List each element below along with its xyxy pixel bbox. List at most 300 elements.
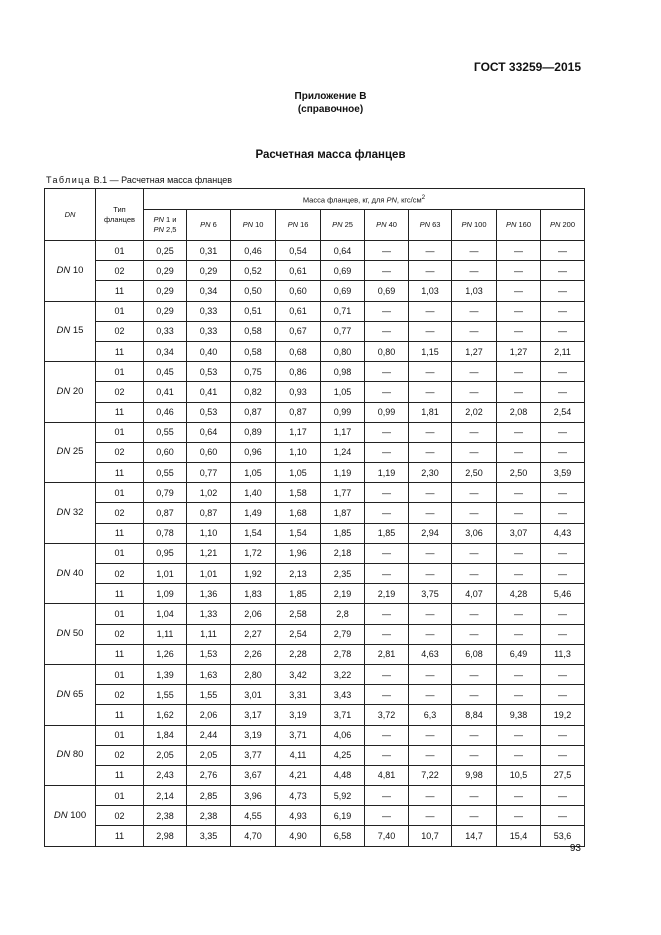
mass-value-cell: 2,19 xyxy=(365,584,409,604)
mass-value-cell: 0,69 xyxy=(321,281,365,301)
mass-value-cell: — xyxy=(365,604,409,624)
mass-value-cell: — xyxy=(541,362,585,382)
annex-heading xyxy=(0,90,661,116)
mass-value-cell: 1,85 xyxy=(276,584,321,604)
mass-value-cell: — xyxy=(365,382,409,402)
mass-value-cell: 3,35 xyxy=(187,826,231,846)
mass-value-cell: — xyxy=(541,745,585,765)
mass-value-cell: 1,72 xyxy=(231,543,276,563)
mass-value-cell: — xyxy=(365,664,409,684)
mass-value-cell: — xyxy=(409,422,452,442)
mass-value-cell: 1,02 xyxy=(187,483,231,503)
mass-value-cell: 2,11 xyxy=(541,341,585,361)
mass-value-cell: — xyxy=(541,786,585,806)
mass-value-cell: 1,03 xyxy=(409,281,452,301)
mass-value-cell: 0,87 xyxy=(231,402,276,422)
mass-value-cell: 0,75 xyxy=(231,362,276,382)
mass-value-cell: — xyxy=(541,422,585,442)
mass-value-cell: 2,8 xyxy=(321,604,365,624)
table-row xyxy=(45,624,585,644)
mass-value-cell: 0,55 xyxy=(144,422,187,442)
mass-value-cell: 4,06 xyxy=(321,725,365,745)
mass-value-cell: 3,19 xyxy=(276,705,321,725)
annex-title: Приложение В xyxy=(294,91,367,102)
mass-value-cell: 1,85 xyxy=(365,523,409,543)
mass-value-cell: 1,87 xyxy=(321,503,365,523)
table-row xyxy=(45,321,585,341)
mass-value-cell: — xyxy=(452,442,497,462)
flange-type-cell: 01 xyxy=(96,301,144,321)
mass-value-cell: — xyxy=(409,241,452,261)
mass-value-cell: 1,19 xyxy=(365,463,409,483)
mass-value-cell: 4,93 xyxy=(276,806,321,826)
flange-type-cell: 11 xyxy=(96,644,144,664)
mass-value-cell: 2,79 xyxy=(321,624,365,644)
mass-value-cell: 3,01 xyxy=(231,685,276,705)
mass-value-cell: 8,84 xyxy=(452,705,497,725)
mass-value-cell: 0,34 xyxy=(187,281,231,301)
mass-value-cell: 0,46 xyxy=(144,402,187,422)
mass-value-cell: 0,77 xyxy=(321,321,365,341)
dn-cell: DN 100 xyxy=(45,786,96,847)
mass-value-cell: 1,33 xyxy=(187,604,231,624)
mass-value-cell: — xyxy=(409,442,452,462)
mass-value-cell: 1,27 xyxy=(452,341,497,361)
mass-value-cell: 1,53 xyxy=(187,644,231,664)
flange-type-cell: 01 xyxy=(96,483,144,503)
mass-value-cell: 3,59 xyxy=(541,463,585,483)
flange-type-cell: 11 xyxy=(96,523,144,543)
mass-value-cell: — xyxy=(365,261,409,281)
table-row xyxy=(45,564,585,584)
mass-value-cell: 1,15 xyxy=(409,341,452,361)
mass-value-cell: 1,01 xyxy=(187,564,231,584)
mass-value-cell: — xyxy=(541,301,585,321)
mass-value-cell: 0,93 xyxy=(276,382,321,402)
mass-value-cell: — xyxy=(365,685,409,705)
mass-value-cell: — xyxy=(452,664,497,684)
mass-value-cell: — xyxy=(541,564,585,584)
mass-value-cell: 0,31 xyxy=(187,241,231,261)
mass-value-cell: 4,70 xyxy=(231,826,276,846)
flange-type-cell: 11 xyxy=(96,765,144,785)
mass-value-cell: 3,22 xyxy=(321,664,365,684)
table-row xyxy=(45,664,585,684)
mass-value-cell: 1,62 xyxy=(144,705,187,725)
dn-cell: DN 40 xyxy=(45,543,96,604)
mass-value-cell: — xyxy=(365,301,409,321)
mass-value-cell: 4,21 xyxy=(276,765,321,785)
mass-value-cell: 27,5 xyxy=(541,765,585,785)
mass-value-cell: 0,87 xyxy=(276,402,321,422)
mass-value-cell: 2,54 xyxy=(541,402,585,422)
mass-value-cell: 2,27 xyxy=(231,624,276,644)
mass-value-cell: 0,99 xyxy=(365,402,409,422)
mass-value-cell: 2,13 xyxy=(276,564,321,584)
mass-value-cell: 2,50 xyxy=(497,463,541,483)
mass-value-cell: — xyxy=(365,806,409,826)
mass-value-cell: 0,60 xyxy=(144,442,187,462)
mass-value-cell: 1,58 xyxy=(276,483,321,503)
mass-value-cell: 2,18 xyxy=(321,543,365,563)
mass-value-cell: 1,92 xyxy=(231,564,276,584)
mass-value-cell: 1,49 xyxy=(231,503,276,523)
mass-value-cell: 0,29 xyxy=(144,261,187,281)
mass-value-cell: — xyxy=(452,806,497,826)
flange-type-cell: 01 xyxy=(96,664,144,684)
mass-value-cell: 4,73 xyxy=(276,786,321,806)
mass-value-cell: 2,26 xyxy=(231,644,276,664)
table-row xyxy=(45,543,585,563)
mass-value-cell: — xyxy=(452,362,497,382)
mass-value-cell: 0,96 xyxy=(231,442,276,462)
dn-cell: DN 15 xyxy=(45,301,96,362)
mass-value-cell: — xyxy=(497,604,541,624)
mass-value-cell: 0,87 xyxy=(187,503,231,523)
mass-value-cell: — xyxy=(409,301,452,321)
dn-cell: DN 50 xyxy=(45,604,96,665)
mass-value-cell: — xyxy=(365,321,409,341)
flange-type-cell: 01 xyxy=(96,241,144,261)
table-row xyxy=(45,241,585,261)
mass-value-cell: 2,43 xyxy=(144,765,187,785)
mass-value-cell: — xyxy=(409,664,452,684)
mass-value-cell: — xyxy=(409,745,452,765)
mass-value-cell: 0,34 xyxy=(144,341,187,361)
mass-value-cell: 1,77 xyxy=(321,483,365,503)
mass-value-cell: 0,60 xyxy=(276,281,321,301)
table-row xyxy=(45,503,585,523)
mass-value-cell: 1,05 xyxy=(276,463,321,483)
mass-value-cell: 0,86 xyxy=(276,362,321,382)
mass-value-cell: 9,98 xyxy=(452,765,497,785)
table-row xyxy=(45,442,585,462)
mass-value-cell: — xyxy=(365,725,409,745)
mass-value-cell: 7,22 xyxy=(409,765,452,785)
mass-value-cell: 4,63 xyxy=(409,644,452,664)
mass-value-cell: — xyxy=(409,725,452,745)
mass-value-cell: 0,80 xyxy=(321,341,365,361)
mass-value-cell: 0,78 xyxy=(144,523,187,543)
mass-value-cell: 0,68 xyxy=(276,341,321,361)
mass-value-cell: 14,7 xyxy=(452,826,497,846)
mass-value-cell: 0,33 xyxy=(187,301,231,321)
flange-type-cell: 02 xyxy=(96,442,144,462)
mass-value-cell: — xyxy=(409,624,452,644)
mass-value-cell: 2,02 xyxy=(452,402,497,422)
mass-value-cell: 2,30 xyxy=(409,463,452,483)
table-row xyxy=(45,685,585,705)
mass-value-cell: 1,55 xyxy=(187,685,231,705)
mass-value-cell: 1,68 xyxy=(276,503,321,523)
mass-value-cell: 3,06 xyxy=(452,523,497,543)
table-row xyxy=(45,402,585,422)
mass-value-cell: — xyxy=(497,281,541,301)
mass-value-cell: 0,82 xyxy=(231,382,276,402)
mass-value-cell: 0,41 xyxy=(187,382,231,402)
mass-value-cell: 6,19 xyxy=(321,806,365,826)
mass-value-cell: 1,84 xyxy=(144,725,187,745)
mass-value-cell: — xyxy=(452,725,497,745)
mass-value-cell: 0,64 xyxy=(187,422,231,442)
mass-value-cell: 3,71 xyxy=(321,705,365,725)
mass-value-cell: 0,29 xyxy=(187,261,231,281)
mass-value-cell: — xyxy=(409,362,452,382)
mass-value-cell: 2,76 xyxy=(187,765,231,785)
mass-value-cell: 1,04 xyxy=(144,604,187,624)
mass-value-cell: 3,31 xyxy=(276,685,321,705)
mass-value-cell: 6,58 xyxy=(321,826,365,846)
table-row xyxy=(45,382,585,402)
mass-value-cell: 0,87 xyxy=(144,503,187,523)
pn-column-header: PN 25 xyxy=(321,210,365,241)
mass-value-cell: 5,46 xyxy=(541,584,585,604)
mass-value-cell: 7,40 xyxy=(365,826,409,846)
mass-value-cell: 0,58 xyxy=(231,341,276,361)
mass-value-cell: — xyxy=(409,564,452,584)
mass-value-cell: 0,25 xyxy=(144,241,187,261)
mass-group-header: Масса фланцев, кг, для PN, кгс/$см^2$ xyxy=(144,189,585,210)
mass-value-cell: — xyxy=(541,624,585,644)
mass-value-cell: — xyxy=(497,422,541,442)
mass-value-cell: 1,55 xyxy=(144,685,187,705)
mass-value-cell: 1,03 xyxy=(452,281,497,301)
mass-value-cell: 0,33 xyxy=(144,321,187,341)
table-row xyxy=(45,584,585,604)
mass-value-cell: — xyxy=(541,806,585,826)
mass-value-cell: — xyxy=(497,725,541,745)
table-row xyxy=(45,806,585,826)
mass-value-cell: 0,64 xyxy=(321,241,365,261)
pn-column-header: PN 1 и PN 2,5 xyxy=(144,210,187,241)
mass-value-cell: 4,81 xyxy=(365,765,409,785)
mass-value-cell: 3,96 xyxy=(231,786,276,806)
mass-value-cell: 1,17 xyxy=(276,422,321,442)
mass-value-cell: 2,14 xyxy=(144,786,187,806)
table-row xyxy=(45,745,585,765)
mass-value-cell: 1,11 xyxy=(144,624,187,644)
dn-cell: DN 65 xyxy=(45,664,96,725)
table-caption xyxy=(46,175,232,185)
mass-value-cell: 0,55 xyxy=(144,463,187,483)
mass-value-cell: 0,99 xyxy=(321,402,365,422)
mass-value-cell: 1,10 xyxy=(276,442,321,462)
mass-value-cell: — xyxy=(365,543,409,563)
mass-value-cell: — xyxy=(452,604,497,624)
mass-value-cell: — xyxy=(497,624,541,644)
mass-value-cell: 0,69 xyxy=(321,261,365,281)
mass-value-cell: — xyxy=(497,503,541,523)
mass-value-cell: 0,67 xyxy=(276,321,321,341)
mass-value-cell: — xyxy=(541,604,585,624)
mass-value-cell: — xyxy=(452,382,497,402)
mass-value-cell: 4,48 xyxy=(321,765,365,785)
dn-column-header: DN xyxy=(45,189,96,241)
mass-value-cell: 2,78 xyxy=(321,644,365,664)
mass-value-cell: 1,27 xyxy=(497,341,541,361)
dn-cell: DN 10 xyxy=(45,241,96,302)
mass-value-cell: — xyxy=(409,604,452,624)
mass-value-cell: 11,3 xyxy=(541,644,585,664)
mass-value-cell: — xyxy=(365,503,409,523)
mass-value-cell: — xyxy=(497,543,541,563)
mass-value-cell: 0,80 xyxy=(365,341,409,361)
flange-type-cell: 01 xyxy=(96,362,144,382)
flange-type-cell: 02 xyxy=(96,261,144,281)
mass-value-cell: 4,43 xyxy=(541,523,585,543)
document-title: Расчетная масса фланцев xyxy=(255,149,406,161)
mass-value-cell: — xyxy=(497,241,541,261)
mass-value-cell: — xyxy=(541,503,585,523)
mass-value-cell: 2,58 xyxy=(276,604,321,624)
mass-value-cell: 2,06 xyxy=(231,604,276,624)
mass-value-cell: — xyxy=(541,281,585,301)
mass-value-cell: 4,28 xyxy=(497,584,541,604)
table-row xyxy=(45,341,585,361)
mass-value-cell: 1,11 xyxy=(187,624,231,644)
mass-value-cell: — xyxy=(409,503,452,523)
mass-value-cell: — xyxy=(365,624,409,644)
mass-value-cell: — xyxy=(497,321,541,341)
table-row xyxy=(45,301,585,321)
pn-column-header: PN 160 xyxy=(497,210,541,241)
mass-value-cell: 0,61 xyxy=(276,301,321,321)
mass-value-cell: 19,2 xyxy=(541,705,585,725)
mass-value-cell: — xyxy=(497,664,541,684)
mass-value-cell: 0,46 xyxy=(231,241,276,261)
mass-value-cell: 3,67 xyxy=(231,765,276,785)
mass-value-cell: — xyxy=(409,685,452,705)
mass-value-cell: — xyxy=(497,301,541,321)
mass-value-cell: 0,54 xyxy=(276,241,321,261)
flange-type-cell: 02 xyxy=(96,564,144,584)
flange-type-cell: 01 xyxy=(96,786,144,806)
mass-value-cell: — xyxy=(497,564,541,584)
mass-value-cell: — xyxy=(452,483,497,503)
table-body xyxy=(45,241,585,847)
mass-value-cell: 2,44 xyxy=(187,725,231,745)
mass-value-cell: 1,36 xyxy=(187,584,231,604)
table-row xyxy=(45,261,585,281)
flange-type-cell: 02 xyxy=(96,745,144,765)
mass-value-cell: 0,51 xyxy=(231,301,276,321)
mass-value-cell: — xyxy=(497,685,541,705)
mass-value-cell: 1,85 xyxy=(321,523,365,543)
mass-value-cell: — xyxy=(409,543,452,563)
mass-value-cell: 2,06 xyxy=(187,705,231,725)
mass-value-cell: — xyxy=(452,321,497,341)
page-number: 93 xyxy=(569,843,581,854)
mass-value-cell: 2,85 xyxy=(187,786,231,806)
mass-value-cell: 0,79 xyxy=(144,483,187,503)
table-row xyxy=(45,463,585,483)
mass-value-cell: 2,50 xyxy=(452,463,497,483)
mass-value-cell: 1,96 xyxy=(276,543,321,563)
mass-value-cell: 2,80 xyxy=(231,664,276,684)
mass-value-cell: — xyxy=(497,483,541,503)
mass-value-cell: — xyxy=(497,362,541,382)
dn-cell: DN 32 xyxy=(45,483,96,544)
mass-value-cell: 15,4 xyxy=(497,826,541,846)
mass-value-cell: 2,38 xyxy=(144,806,187,826)
mass-value-cell: 0,53 xyxy=(187,402,231,422)
annex-subtitle: (справочное) xyxy=(297,104,364,115)
mass-value-cell: 1,09 xyxy=(144,584,187,604)
mass-value-cell: — xyxy=(409,806,452,826)
table-row xyxy=(45,786,585,806)
mass-value-cell: — xyxy=(365,442,409,462)
flange-type-cell: 11 xyxy=(96,281,144,301)
mass-value-cell: 0,41 xyxy=(144,382,187,402)
mass-value-cell: — xyxy=(541,321,585,341)
flange-type-cell: 11 xyxy=(96,341,144,361)
pn-column-header: PN 40 xyxy=(365,210,409,241)
mass-value-cell: — xyxy=(541,664,585,684)
table-row xyxy=(45,362,585,382)
mass-value-cell: 1,54 xyxy=(231,523,276,543)
pn-column-header: PN 16 xyxy=(276,210,321,241)
mass-value-cell: 6,49 xyxy=(497,644,541,664)
mass-value-cell: 2,05 xyxy=(144,745,187,765)
mass-value-cell: 3,75 xyxy=(409,584,452,604)
flange-type-cell: 01 xyxy=(96,543,144,563)
mass-value-cell: 53,6 xyxy=(541,826,585,846)
table-row xyxy=(45,523,585,543)
dn-cell: DN 20 xyxy=(45,362,96,423)
mass-value-cell: 2,19 xyxy=(321,584,365,604)
mass-value-cell: 3,77 xyxy=(231,745,276,765)
mass-value-cell: — xyxy=(541,442,585,462)
mass-value-cell: — xyxy=(452,786,497,806)
mass-value-cell: 1,26 xyxy=(144,644,187,664)
flange-type-cell: 01 xyxy=(96,725,144,745)
mass-value-cell: 1,21 xyxy=(187,543,231,563)
flange-type-cell: 01 xyxy=(96,422,144,442)
mass-value-cell: — xyxy=(409,786,452,806)
pn-column-header: PN 6 xyxy=(187,210,231,241)
mass-value-cell: 1,40 xyxy=(231,483,276,503)
mass-value-cell: 2,81 xyxy=(365,644,409,664)
mass-value-cell: — xyxy=(409,261,452,281)
mass-value-cell: 0,77 xyxy=(187,463,231,483)
mass-value-cell: 2,98 xyxy=(144,826,187,846)
type-column-header xyxy=(96,189,144,241)
mass-value-cell: — xyxy=(452,624,497,644)
mass-value-cell: 1,17 xyxy=(321,422,365,442)
header-row xyxy=(45,189,585,210)
mass-value-cell: 3,19 xyxy=(231,725,276,745)
mass-value-cell: — xyxy=(541,382,585,402)
mass-value-cell: — xyxy=(452,685,497,705)
flange-type-cell: 11 xyxy=(96,705,144,725)
mass-value-cell: 1,54 xyxy=(276,523,321,543)
table-row xyxy=(45,644,585,664)
mass-value-cell: — xyxy=(497,382,541,402)
mass-value-cell: — xyxy=(497,786,541,806)
flange-type-cell: 02 xyxy=(96,685,144,705)
mass-value-cell: 2,54 xyxy=(276,624,321,644)
mass-value-cell: 4,07 xyxy=(452,584,497,604)
mass-value-cell: — xyxy=(541,261,585,281)
type-header-line2: фланцев xyxy=(103,214,136,224)
flange-type-cell: 01 xyxy=(96,604,144,624)
mass-value-cell: 1,05 xyxy=(231,463,276,483)
mass-value-cell: 3,71 xyxy=(276,725,321,745)
mass-value-cell: 1,10 xyxy=(187,523,231,543)
mass-value-cell: — xyxy=(541,725,585,745)
mass-value-cell: 2,38 xyxy=(187,806,231,826)
mass-value-cell: 0,58 xyxy=(231,321,276,341)
